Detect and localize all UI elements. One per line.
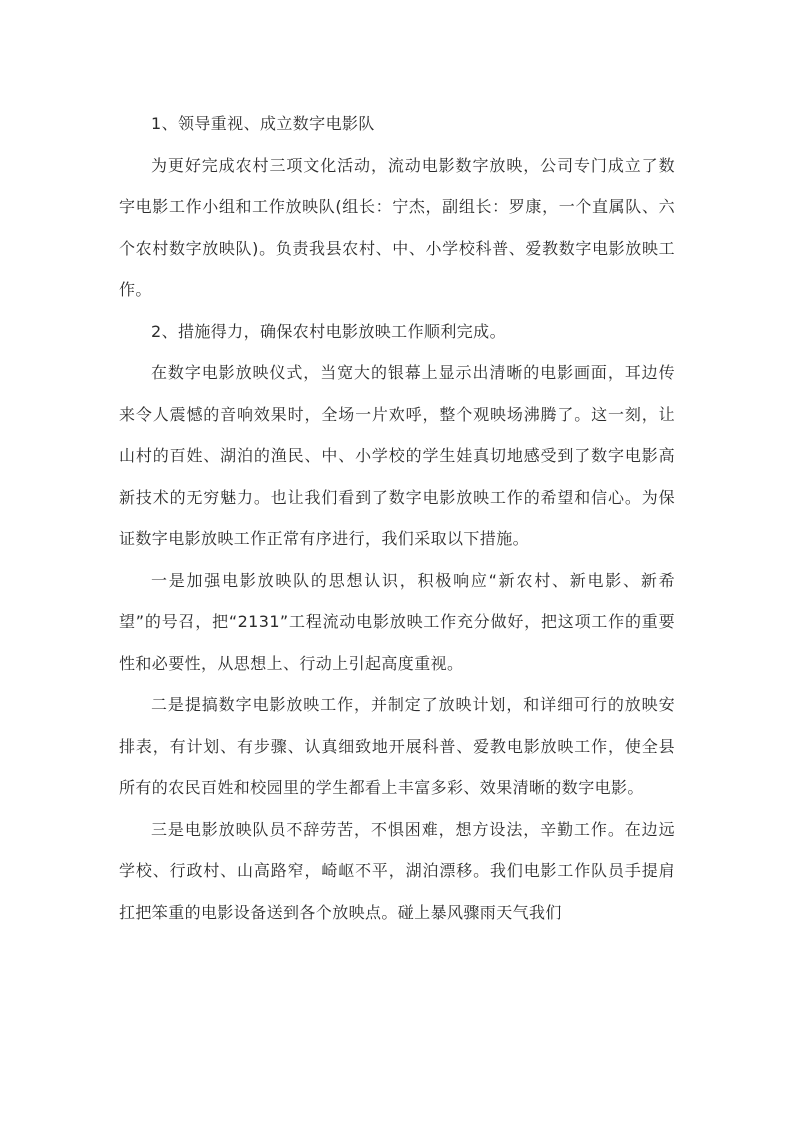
paragraph: 二是提搞数字电影放映工作，并制定了放映计划，和详细可行的放映安排表，有计划、有步骤、认真细致地开展科普、爱教电影放映工作，使全县所有的农民百姓和校园里的学生都看上丰富多彩、效果清晰的数字电影。	[119, 695, 675, 797]
paragraph: 为更好完成农村三项文化活动，流动电影数字放映，公司专门成立了数字电影工作小组和工作放映队(组长：宁杰，副组长：罗康，一个直属队、六个农村数字放映队)。负责我县农村、中、小学校科普、爱教数字电影放映工作。	[119, 155, 675, 299]
paragraph: 一是加强电影放映队的思想认识，积极响应“新农村、新电影、新希望”的号召，把“2131”工程流动电影放映工作充分做好，把这项工作的重要性和必要性，从思想上、行动上引起高度重视。	[119, 570, 675, 673]
section-heading-1: 1、领导重视、成立数字电影队	[151, 114, 375, 133]
document-body	[119, 103, 675, 933]
section-heading-2: 2、措施得力，确保农村电影放映工作顺利完成。	[151, 321, 506, 341]
paragraph: 在数字电影放映仪式，当宽大的银幕上显示出清晰的电影画面，耳边传来令人震憾的音响效果时，全场一片欢呼，整个观映场沸腾了。这一刻，让山村的百姓、湖泊的渔民、中、小学校的学生娃真切地感受到了数字电影高新技术的无穷魅力。也让我们看到了数字电影放映工作的希望和信心。为保证数字电影放映工作正常有序进行，我们采取以下措施。	[119, 363, 675, 548]
paragraph: 三是电影放映队员不辞劳苦，不惧困难，想方设法，辛勤工作。在边远学校、行政村、山高路窄，崎岖不平，湖泊漂移。我们电影工作队员手提肩扛把笨重的电影设备送到各个放映点。碰上暴风骤雨天气我们	[119, 819, 675, 922]
